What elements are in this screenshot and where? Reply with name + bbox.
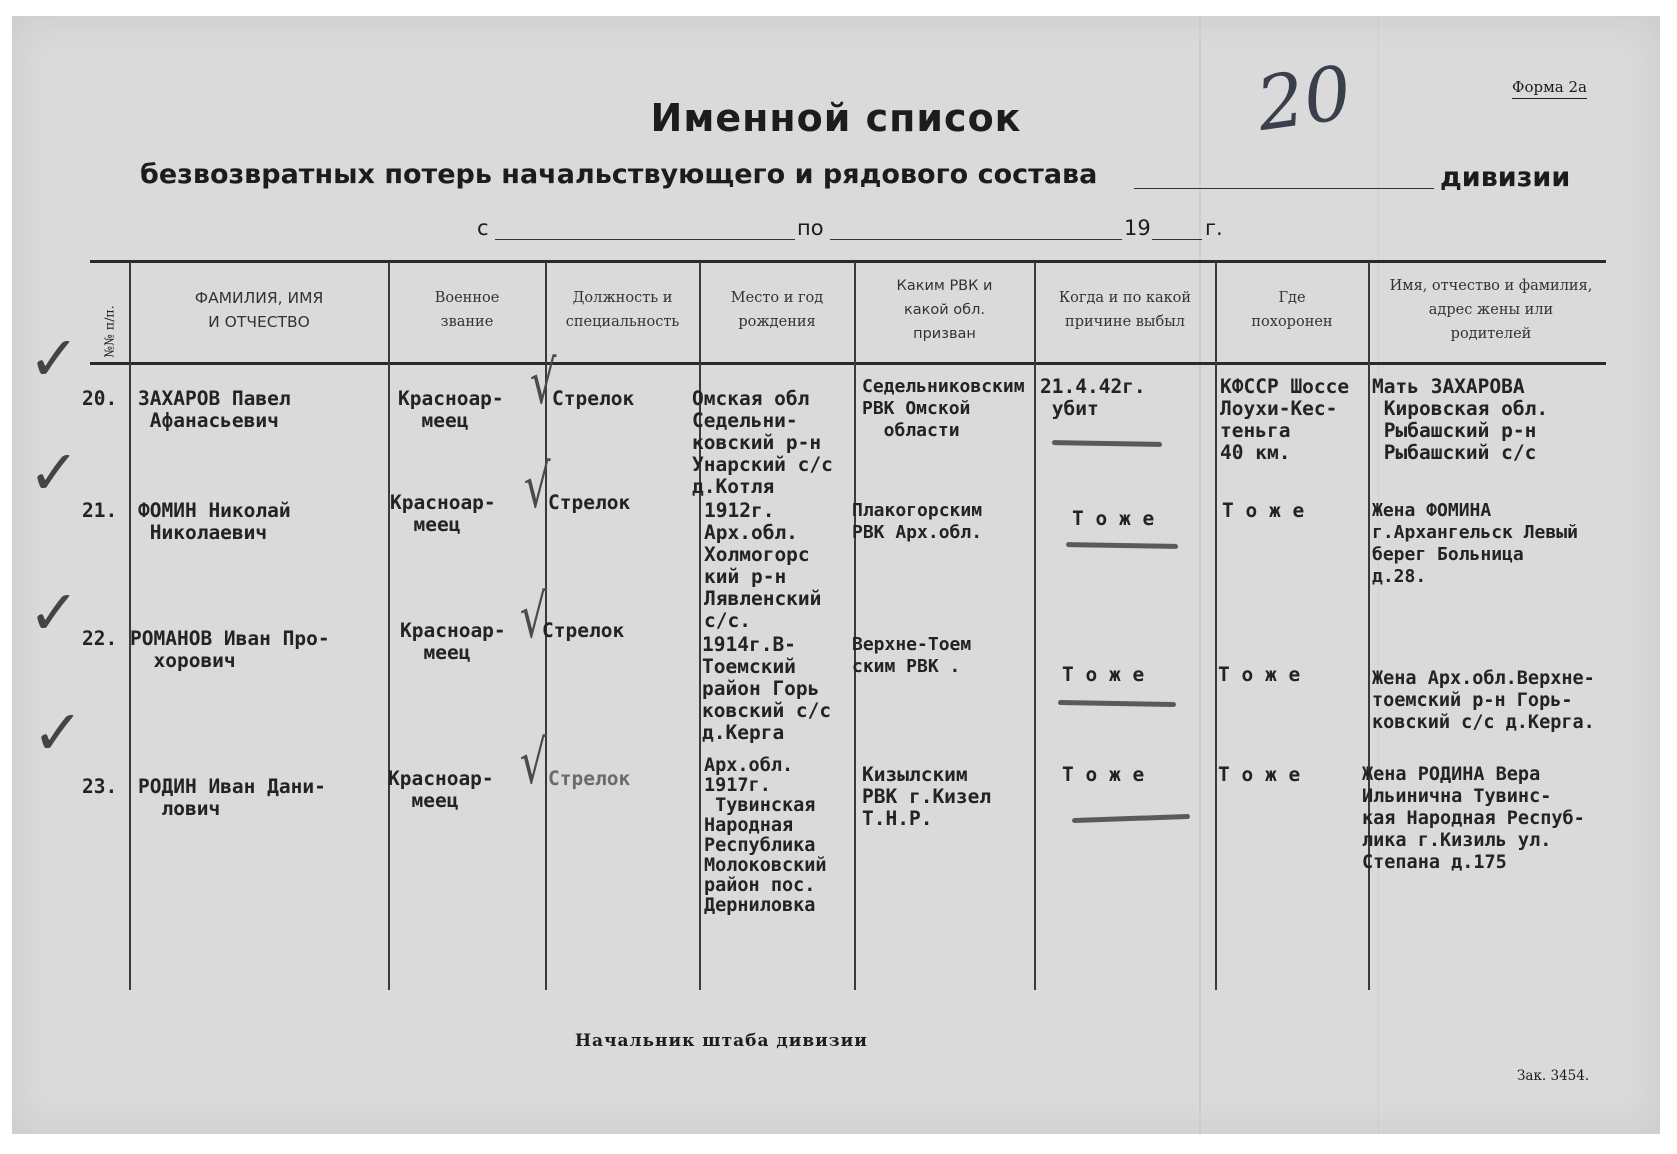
row-when: 21.4.42г. убит <box>1040 375 1146 420</box>
row-rank: Красноар- меец <box>400 619 506 664</box>
row-name: ФОМИН Николай Николаевич <box>138 499 291 544</box>
period-year-suffix: г. <box>1205 216 1223 240</box>
handwritten-underline <box>1072 814 1190 823</box>
row-buried: Т о ж е <box>1222 499 1305 522</box>
check-mark-icon: ✓ <box>28 576 80 649</box>
row-name: ЗАХАРОВ Павел Афанасьевич <box>138 387 291 432</box>
header-birth: Место и год рождения <box>730 290 824 330</box>
column-divider <box>388 262 390 990</box>
document-title: Именной список <box>650 96 1022 140</box>
row-relatives: Мать ЗАХАРОВА Кировская обл. Рыбашский р-н Рыбашский с/с <box>1372 375 1549 464</box>
header-name: ФАМИЛИЯ, ИМЯ И ОТЧЕСТВО <box>194 289 324 331</box>
period-from-line <box>495 239 795 240</box>
header-when: Когда и по какой причине выбыл <box>1058 290 1192 330</box>
check-mark-icon: ✓ <box>32 696 84 769</box>
check-mark-icon: √ <box>523 452 551 522</box>
period-to-line <box>830 239 1122 240</box>
check-mark-icon: √ <box>529 348 557 418</box>
header-relatives: Имя, отчество и фамилия, адрес жены или родителей <box>1389 278 1593 342</box>
column-divider <box>129 262 131 990</box>
header-rvk: Каким РВК и какой обл. призван <box>896 278 993 342</box>
row-rvk: Плакогорским РВК Арх.обл. <box>852 500 983 543</box>
handwritten-page-number: 20 <box>1251 49 1357 149</box>
row-rvk: Кизылским РВК г.Кизел Т.Н.Р. <box>862 763 992 830</box>
row-name: РОДИН Иван Дани- лович <box>138 775 326 820</box>
row-position: Стрелок <box>548 491 631 514</box>
document-sheet <box>12 16 1660 1134</box>
row-number: 22. <box>82 627 118 650</box>
check-mark-icon: ✓ <box>28 436 80 509</box>
row-buried: Т о ж е <box>1218 763 1301 786</box>
row-relatives: Жена Арх.обл.Верхне- тоемский р-н Горь- ковский с/с д.Керга. <box>1372 668 1595 733</box>
row-rank: Красноар- меец <box>398 387 504 432</box>
column-divider <box>1034 262 1036 990</box>
row-number: 21. <box>82 499 118 522</box>
row-rvk: Верхне-Тоем ским РВК . <box>852 634 972 677</box>
row-buried: Т о ж е <box>1218 663 1301 686</box>
row-position: Стрелок <box>542 619 625 642</box>
check-mark-icon: ✓ <box>28 322 80 395</box>
order-number: Зак. 3454. <box>1517 1068 1590 1084</box>
table-top-rule <box>90 260 1606 263</box>
column-divider <box>854 262 856 990</box>
row-rank: Красноар- меец <box>390 491 496 536</box>
row-number: 20. <box>82 387 118 410</box>
row-rank: Красноар- меец <box>388 767 494 812</box>
header-buried: Где похоронен <box>1251 290 1333 330</box>
column-divider <box>1215 262 1217 990</box>
row-when: Т о ж е <box>1062 763 1145 786</box>
row-birth: Арх.обл. 1917г. Тувинская Народная Республика Молоковский район пос. Дерниловка <box>704 755 827 916</box>
check-mark-icon: √ <box>519 582 547 652</box>
row-position: Стрелок <box>552 387 635 410</box>
period-year-line <box>1152 239 1202 240</box>
row-name: РОМАНОВ Иван Про- хорович <box>130 627 330 672</box>
footer-signature-label: Начальник штаба дивизии <box>575 1031 868 1051</box>
period-to-label: по <box>797 216 824 240</box>
row-rvk: Седельниковским РВК Омской области <box>862 376 1025 441</box>
period-from-label: с <box>477 216 489 240</box>
row-relatives: Жена ФОМИНА г.Архангельск Левый берег Больница д.28. <box>1372 500 1578 587</box>
header-position: Должность и специальность <box>565 290 680 330</box>
form-label: Форма 2а <box>1512 78 1587 99</box>
header-number: №№ п/п. <box>101 304 117 358</box>
paper-fold <box>1199 16 1201 1134</box>
row-birth: 1914г.В- Тоемский район Горь ковский с/с д.Керга <box>702 633 832 744</box>
handwritten-underline <box>1066 542 1178 549</box>
division-blank-line <box>1134 188 1434 189</box>
row-position: Стрелок <box>548 767 631 790</box>
row-buried: КФССР Шоссе Лоухи-Кес- теньга 40 км. <box>1220 375 1350 464</box>
row-when: Т о ж е <box>1062 663 1145 686</box>
column-divider <box>699 262 701 990</box>
period-year-prefix: 19 <box>1124 216 1151 240</box>
column-divider <box>1368 262 1370 990</box>
handwritten-underline <box>1052 440 1162 447</box>
header-rank: Военное звание <box>434 290 500 330</box>
document-subtitle: безвозвратных потерь начальствующего и рядового состава <box>140 159 1098 190</box>
table-header-rule <box>90 362 1606 365</box>
handwritten-underline <box>1058 700 1176 707</box>
check-mark-icon: √ <box>519 728 547 798</box>
row-when: Т о ж е <box>1072 507 1155 530</box>
row-birth: 1912г. Арх.обл. Холмогорс кий р-н Лявленский с/с. <box>704 499 822 632</box>
row-relatives: Жена РОДИНА Вера Ильинична Тувинс- кая Народная Респуб- лика г.Кизиль ул. Степана д.175 <box>1362 764 1585 873</box>
row-number: 23. <box>82 775 118 798</box>
row-birth: Омская обл Седельни- ковский р-н Унарский с/с д.Котля <box>692 387 833 498</box>
division-label: дивизии <box>1440 162 1571 193</box>
